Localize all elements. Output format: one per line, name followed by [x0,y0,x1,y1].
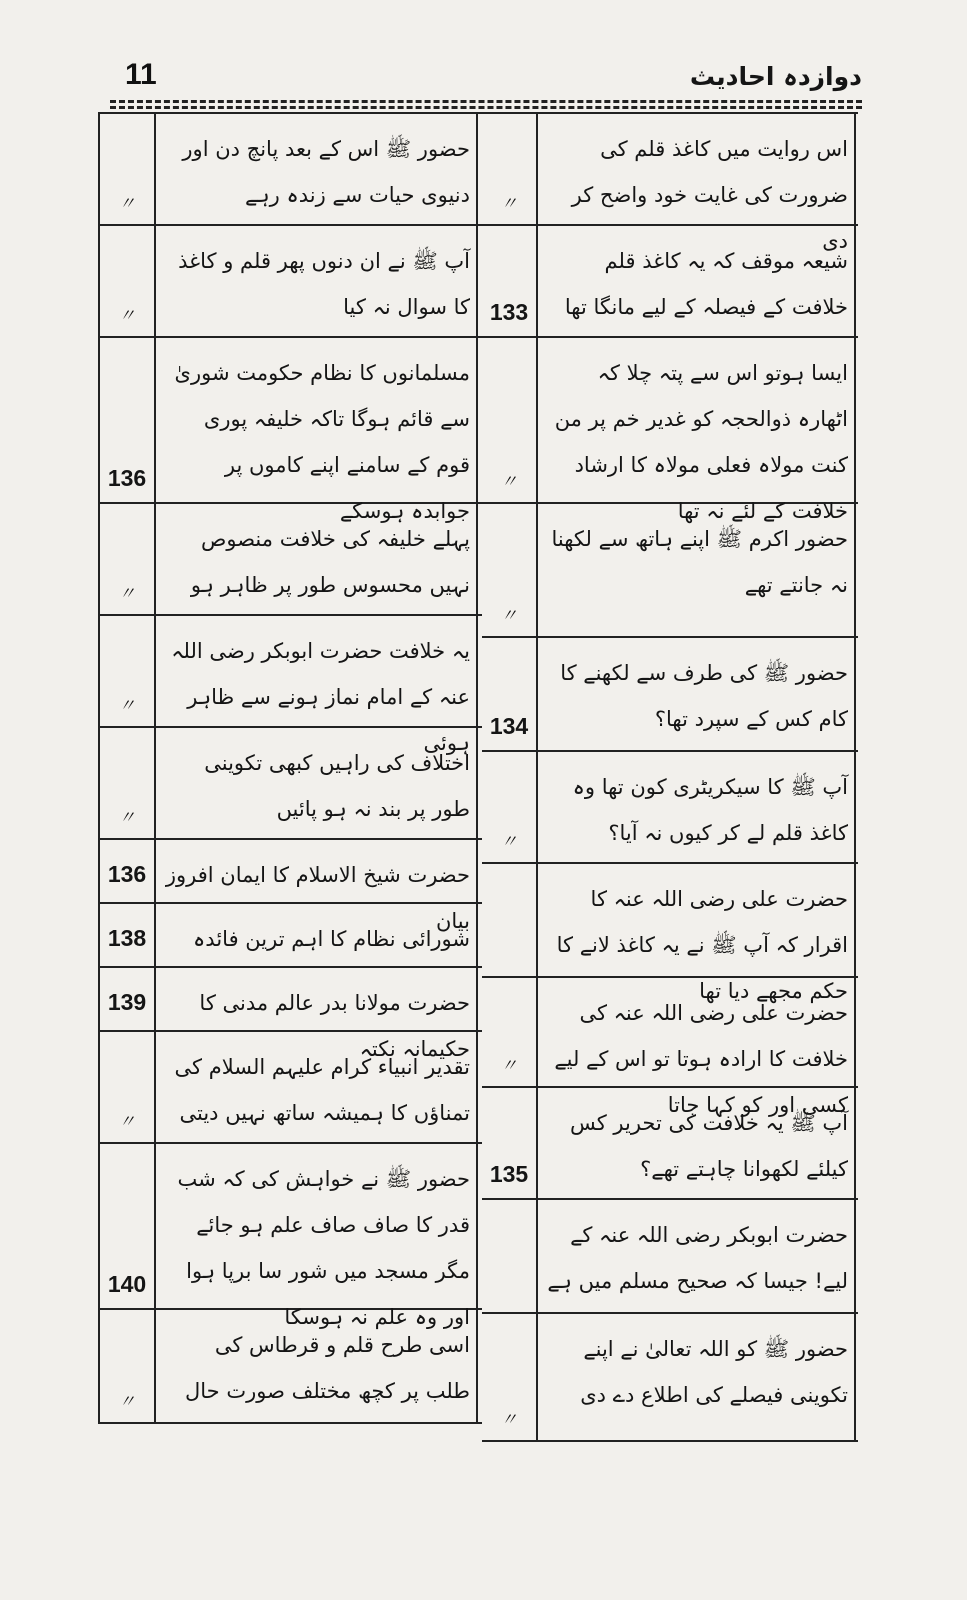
page-ref: 133 [482,226,538,336]
toc-row [482,1314,858,1440]
toc-entry: ایسا ہوتو اس سے پتہ چلا کہ اٹھارہ ذوالحجہ کو غدیر خم پر من کنت مولاہ فعلی مولاہ کا ارشاد خلافت کے لئے نہ تھا [538,338,856,502]
toc-entry: حضرت ابوبکر رضی اللہ عنہ کے لیے! جیسا کہ صحیح مسلم میں ہے [538,1200,856,1312]
toc-entry: یہ خلافت حضرت ابوبکر رضی اللہ عنہ کے امام نماز ہونے سے ظاہر ہوئی [156,616,478,726]
toc-row [98,968,482,1061]
toc-row [98,904,482,968]
toc-row [482,752,858,864]
toc-entry: آپ ﷺ نے ان دنوں پھر قلم و کاغذ کا سوال نہ کیا [156,226,478,336]
toc-row [98,226,482,338]
page-ref: 〃 [98,504,156,614]
page-ref: 136 [98,840,156,902]
toc-row [482,978,858,1117]
toc-row [482,504,858,638]
toc-row [482,114,858,253]
toc-entry: حضور ﷺ کو اللہ تعالیٰ نے اپنے تکوینی فیصلے کی اطلاع دے دی [538,1314,856,1440]
toc-entry: شیعہ موقف کہ یہ کاغذ قلم خلافت کے فیصلہ کے لیے مانگا تھا [538,226,856,336]
toc-entry: آپ ﷺ کا سیکریٹری کون تھا وہ کاغذ قلم لے کر کیوں نہ آیا؟ [538,752,856,862]
page-ref: 140 [98,1144,156,1308]
page-ref: 〃 [482,504,538,636]
page-ref: 〃 [482,1314,538,1440]
page-ref: 136 [98,338,156,502]
toc-entry: حضرت علی رضی اللہ عنہ کی خلافت کا ارادہ ہوتا تو اس کے لیے کسی اور کو کہا جاتا [538,978,856,1086]
toc-entry: حضور ﷺ اس کے بعد پانچ دن اور دنیوی حیات سے زندہ رہے [156,114,478,224]
page-ref: 138 [98,904,156,966]
page-ref: 〃 [98,1032,156,1142]
toc-entry: اس روایت میں کاغذ قلم کی ضرورت کی غایت خود واضح کر دی [538,114,856,224]
toc-row [98,1310,482,1422]
page-ref: 〃 [98,616,156,726]
toc-entry: حضرت مولانا بدر عالم مدنی کا حکیمانہ نکتہ [156,968,478,1030]
toc-column-right [482,112,858,1442]
header-rule-second [110,106,862,109]
toc-entry: تقدیر انبیاء کرام علیہم السلام کی تمناؤں کا ہمیشہ ساتھ نہیں دیتی [156,1032,478,1142]
toc-row [482,1200,858,1314]
toc-entry: آپ ﷺ یہ خلافت کی تحریر کس کیلئے لکھوانا چاہتے تھے؟ [538,1088,856,1198]
toc-row [482,638,858,752]
toc-row [482,1088,858,1200]
toc-row [482,226,858,338]
page-ref: 〃 [482,114,538,224]
toc-row [482,864,858,1003]
toc-row [98,1144,482,1329]
toc-column-left [98,112,482,1424]
page-number: 11 [125,58,157,91]
toc-row [98,616,482,755]
page-ref: 〃 [98,226,156,336]
toc-row [98,728,482,840]
toc-entry: اسی طرح قلم و قرطاس کی طلب پر کچھ مختلف صورت حال [156,1310,478,1422]
toc-row [98,114,482,226]
toc-row [98,504,482,616]
toc-entry: مسلمانوں کا نظام حکومت شوریٰ سے قائم ہوگا تاکہ خلیفہ پوری قوم کے سامنے اپنے کاموں پر جوابدہ ہوسکے [156,338,478,502]
page-ref: 〃 [482,752,538,862]
toc-entry: شورائی نظام کا اہم ترین فائدہ [156,904,478,966]
page-ref: 〃 [98,728,156,838]
page-ref: 〃 [482,978,538,1086]
toc-entry: اختلاف کی راہیں کبھی تکوینی طور پر بند نہ ہو پائیں [156,728,478,838]
toc-entry: حضور ﷺ کی طرف سے لکھنے کا کام کس کے سپرد تھا؟ [538,638,856,750]
page-ref: 〃 [98,114,156,224]
running-title: دوازدہ احادیث [689,62,862,91]
page-ref: 139 [98,968,156,1030]
toc-row [98,338,482,523]
toc-entry: حضور ﷺ نے خواہش کی کہ شب قدر کا صاف صاف علم ہو جائے مگر مسجد میں شور سا برپا ہوا اور وہ علم نہ ہوسکا [156,1144,478,1308]
page-ref: 〃 [482,338,538,502]
toc-entry: حضرت علی رضی اللہ عنہ کا اقرار کہ آپ ﷺ نے یہ کاغذ لانے کا حکم مجھے دیا تھا [538,864,856,976]
page-ref: 〃 [98,1310,156,1422]
page-ref [482,1200,538,1312]
toc-row [98,1032,482,1144]
toc-entry: پہلے خلیفہ کی خلافت منصوص نہیں محسوس طور پر ظاہر ہو [156,504,478,614]
page-ref: 135 [482,1088,538,1198]
toc-entry: حضور اکرم ﷺ اپنے ہاتھ سے لکھنا نہ جانتے تھے [538,504,856,636]
toc-row [98,840,482,933]
page-ref: 134 [482,638,538,750]
toc-entry: حضرت شیخ الاسلام کا ایمان افروز بیان [156,840,478,902]
toc-row [482,338,858,523]
page-ref [482,864,538,976]
header-rule [110,100,862,103]
